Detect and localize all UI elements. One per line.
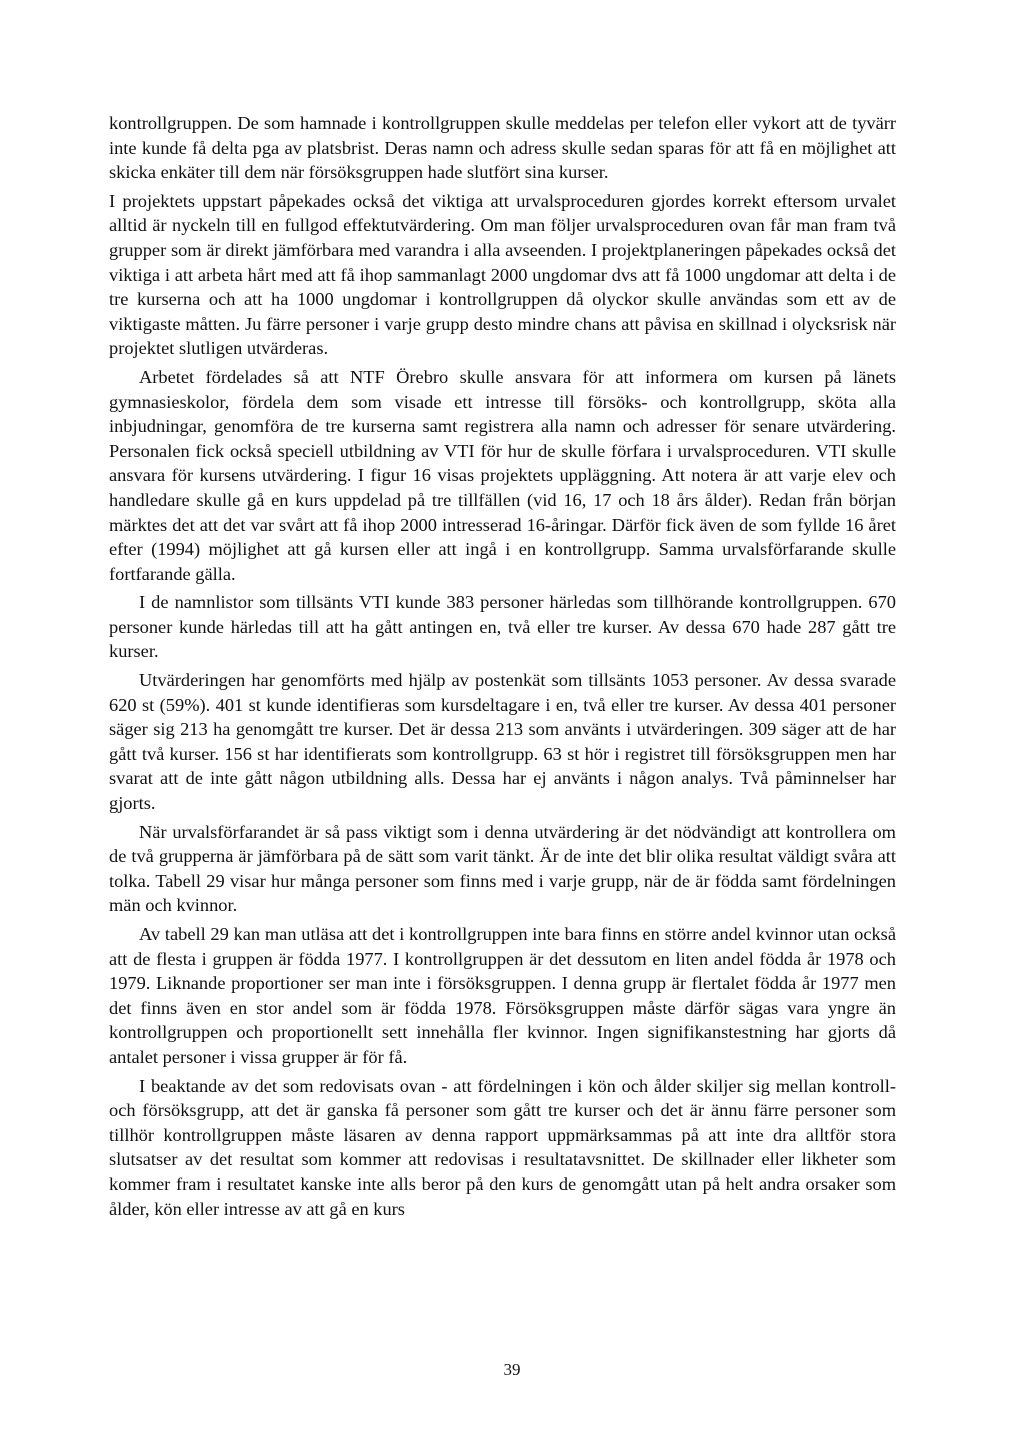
paragraph-3: Arbetet fördelades så att NTF Örebro skulle ansvara för att informera om kursen på länets gymnasieskolor, fördela dem som visade ett intresse till försöks- och kontrollgrupp, sköta alla inbjudningar, genomföra de tre kurserna samt registrera alla namn och adresser för senare utvärdering. Personalen fick också speciell utbildning av VTI för hur de skulle förfara i urvalsproceduren. VTI skulle ansvara för kursens utvärdering. I figur 16 visas projektets uppläggning. Att notera är att varje elev och handledare skulle gå en kurs uppdelad på tre tillfällen (vid 16, 17 och 18 års ålder). Redan från början märktes det att det var svårt att få ihop 2000 intresserad 16-åringar. Därför fick även de som fyllde 16 året efter (1994) möjlighet att gå kursen eller att ingå i en kontrollgrupp. Samma urvalsförfarande skulle fortfarande gälla. xyxy=(109,366,896,584)
paragraph-6: När urvalsförfarandet är så pass viktigt som i denna utvärdering är det nödvändigt att kontrollera om de två grupperna är jämförbara på de sätt som varit tänkt. Är de inte det blir olika resultat väldigt svåra att tolka. Tabell 29 visar hur många personer som finns med i varje grupp, när de är födda samt fördelningen män och kvinnor. xyxy=(109,821,896,916)
paragraph-5: Utvärderingen har genomförts med hjälp av postenkät som tillsänts 1053 personer. Av dessa svarade 620 st (59%). 401 st kunde identifieras som kursdeltagare i en, två eller tre kurser. Av dessa 401 personer säger sig 213 ha genomgått tre kurser. Det är dessa 213 som använts i utvärderingen. 309 säger att de har gått två kurser. 156 st har identifierats som kontrollgrupp. 63 st hör i registret till försöksgruppen men har svarat att de inte gått någon utbildning alls. Dessa har ej använts i någon analys. Två påminnelser har gjorts. xyxy=(109,670,896,814)
paragraph-7: Av tabell 29 kan man utläsa att det i kontrollgruppen inte bara finns en större andel kvinnor utan också att de flesta i gruppen är födda 1977. I kontrollgruppen är det dessutom en liten andel födda år 1978 och 1979. Liknande proportioner ser man inte i försöksgruppen. I denna grupp är flertalet födda år 1977 men det finns även en stor andel som är födda 1978. Försöksgruppen måste därför sägas vara yngre än kontrollgruppen och proportionellt sett innehålla fler kvinnor. Ingen signifikanstestning har gjorts då antalet personer i vissa grupper är för få. xyxy=(109,924,896,1067)
paragraph-8: I beaktande av det som redovisats ovan - att fördelningen i kön och ålder skiljer sig mellan kontroll- och försöksgrupp, att det är ganska få personer som gått tre kurser och det är ännu färre personer som tillhör kontrollgruppen måste läsaren av denna rapport uppmärksammas på att inte dra alltför stora slutsatser av det resultat som kommer att redovisas i resultatavsnittet. De skillnader eller likheter som kommer fram i resultatet kanske inte alls beror på den kurs de genomgått utan på helt andra orsaker som ålder, kön eller intresse av att gå en kurs xyxy=(109,1075,896,1219)
paragraph-1: kontrollgruppen. De som hamnade i kontrollgruppen skulle meddelas per telefon eller vykort att de tyvärr inte kunde få delta pga av platsbrist. Deras namn och adress skulle sedan sparas för att få en möjlighet att skicka enkäter till dem när försöksgruppen hade slutfört sina kurser. xyxy=(109,113,896,183)
document-body xyxy=(109,111,896,1225)
paragraph-4: I de namnlistor som tillsänts VTI kunde 383 personer härledas som tillhörande kontrollgruppen. 670 personer kunde härledas till att ha gått antingen en, två eller tre kurser. Av dessa 670 hade 287 gått tre kurser. xyxy=(109,592,896,662)
page-number: 39 xyxy=(503,1360,521,1379)
paragraph-2: I projektets uppstart påpekades också det viktiga att urvalsproceduren gjordes korrekt eftersom urvalet alltid är nyckeln till en fullgod effektutvärdering. Om man följer urvalsproceduren ovan får man fram två grupper som är direkt jämförbara med varandra i alla avseenden. I projektplaneringen påpekades också det viktiga i att arbeta hårt med att få ihop sammanlagt 2000 ungdomar dvs att få 1000 ungdomar att delta i de tre kurserna och att ha 1000 ungdomar i kontrollgruppen då olyckor skulle användas som ett av de viktigaste måtten. Ju färre personer i varje grupp desto mindre chans att påvisa en skillnad i olycksrisk när projektet slutligen utvärderas. xyxy=(109,190,896,359)
